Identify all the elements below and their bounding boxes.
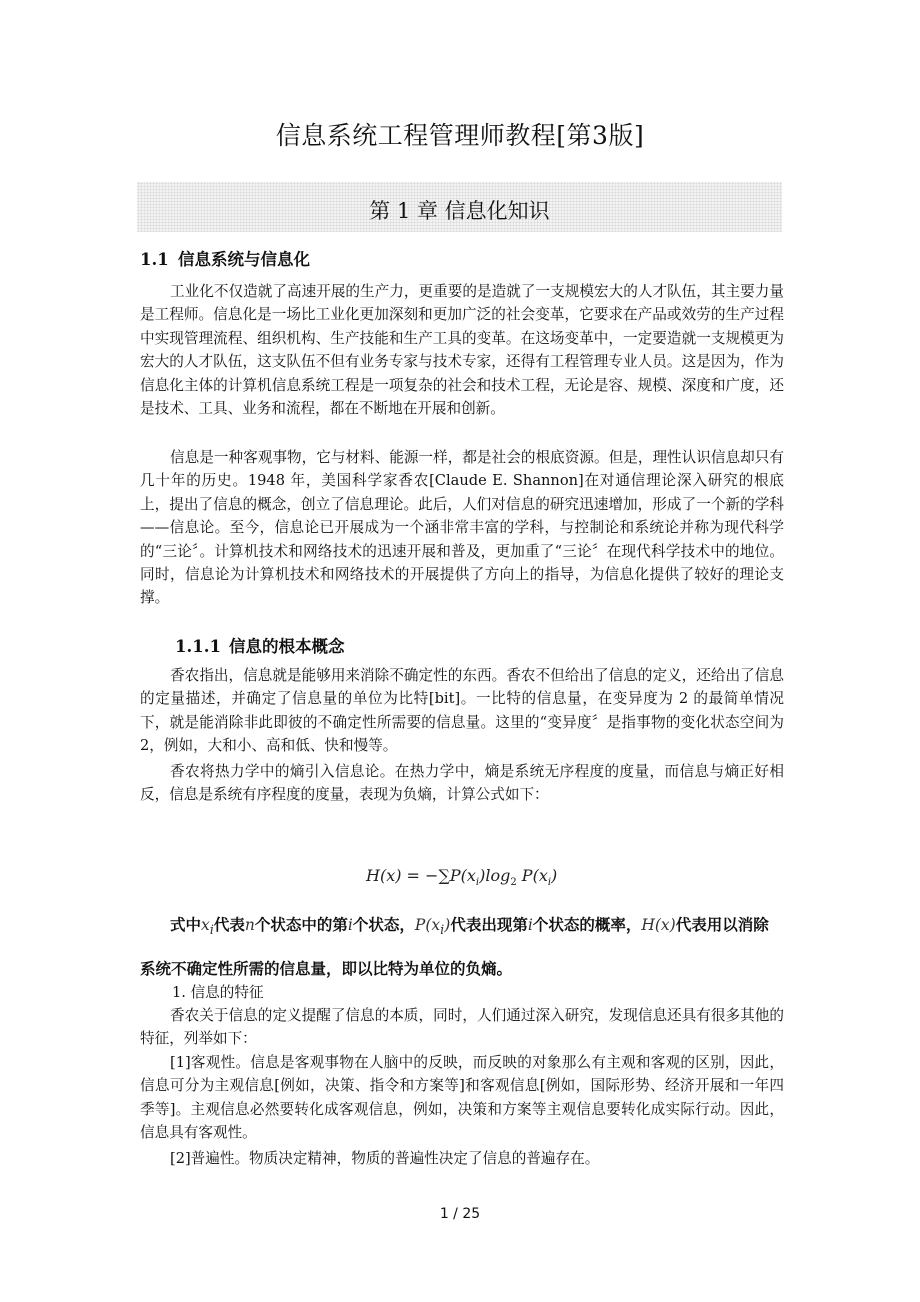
paragraph: 香农将热力学中的熵引入信息论。在热力学中，熵是系统无序程度的度量，而信息与熵正好相反，信息是系统有序程度的度量，表现为负熵，计算公式如下： xyxy=(140,763,784,804)
chapter-banner xyxy=(137,182,782,232)
paragraph: 香农关于信息的定义提醒了信息的本质，同时，人们通过深入研究，发现信息还具有很多其他的特征，列举如下： xyxy=(140,1007,784,1048)
chapter-title: 第 1 章 信息化知识 xyxy=(369,199,550,223)
subsection-number: 1.1.1 xyxy=(175,637,221,656)
document-title: 信息系统工程管理师教程[第3版] xyxy=(275,121,645,150)
list-heading: 1. 信息的特征 xyxy=(172,984,264,1001)
subsection-title: 信息的根本概念 xyxy=(229,637,345,656)
paragraph: [1]客观性。信息是客观事物在人脑中的反映，而反映的对象那么有主观和客观的区别，因此，信息可分为主观信息[例如，决策、指令和方案等]和客观信息[例如，国际形势、经济开展和一年四季等]。主观信息必然要转化成客观信息，例如，决策和方案等主观信息要转化成实际行动。因此，信息具有客观性。 xyxy=(140,1054,784,1142)
paragraph: 工业化不仅造就了高速开展的生产力，更重要的是造就了一支规模宏大的人才队伍，其主要力量是工程师。信息化是一场比工业化更加深刻和更加广泛的社会变革，它要求在产品或效劳的生产过程中实现管理流程、组织机构、生产技能和生产工具的变革。在这场变革中，一定要造就一支规模更为宏大的人才队伍，这支队伍不但有业务专家与技术专家，还得有工程管理专业人员。这是因为，作为信息化主体的计算机信息系统工程是一项复杂的社会和技术工程，无论是容、规模、深度和广度，还是技术、工具、业务和流程，都在不断地在开展和创新。 xyxy=(140,283,784,418)
formula-explanation: 式中$x_i$代表n个状态中的第i个状态，$P(x_i)$代表出现第i个状态的概率，H(x)代表用以消除系统不确定性所需的信息量，即以比特为单位的负熵。 xyxy=(140,916,769,979)
paragraph: [2]普遍性。物质决定精神，物质的普遍性决定了信息的普遍存在。 xyxy=(170,1150,600,1167)
paragraph: 香农指出，信息就是能够用来消除不确定性的东西。香农不但给出了信息的定义，还给出了信息的定量描述，并确定了信息量的单位为比特[bit]。一比特的信息量，在变异度为 2 的最简单情况下，就是能消除非此即彼的不确定性所需要的信息量。这里的“变异度〞是指事物的变化状态空间为 2，例如，大和小、高和低、快和慢等。 xyxy=(140,667,784,755)
subsection-heading xyxy=(175,633,345,657)
section-heading xyxy=(140,246,310,270)
page-number: 1 / 25 xyxy=(439,1206,481,1222)
paragraph: 信息是一种客观事物，它与材料、能源一样，都是社会的根底资源。但是，理性认识信息却只有几十年的历史。1948 年，美国科学家香农[Claude E. Shannon]在对通信理论深入研究的根底上，提出了信息的概念，创立了信息理论。此后，人们对信息的研究迅速增加，形成了一个新的学科——信息论。至今，信息论已开展成为一个涵非常丰富的学科，与控制论和系统论并称为现代科学的“三论〞。计算机技术和网络技术的迅速开展和普及，更加重了“三论〞在现代科学技术中的地位。同时，信息论为计算机技术和网络技术的开展提供了方向上的指导，为信息化提供了较好的理论支撑。 xyxy=(140,449,784,607)
entropy-formula: $H(x) = -\sum P(x_i)\log_2$ $P(x_i)$ xyxy=(366,866,558,889)
section-title: 信息系统与信息化 xyxy=(178,250,310,269)
section-number: 1.1 xyxy=(140,250,169,269)
